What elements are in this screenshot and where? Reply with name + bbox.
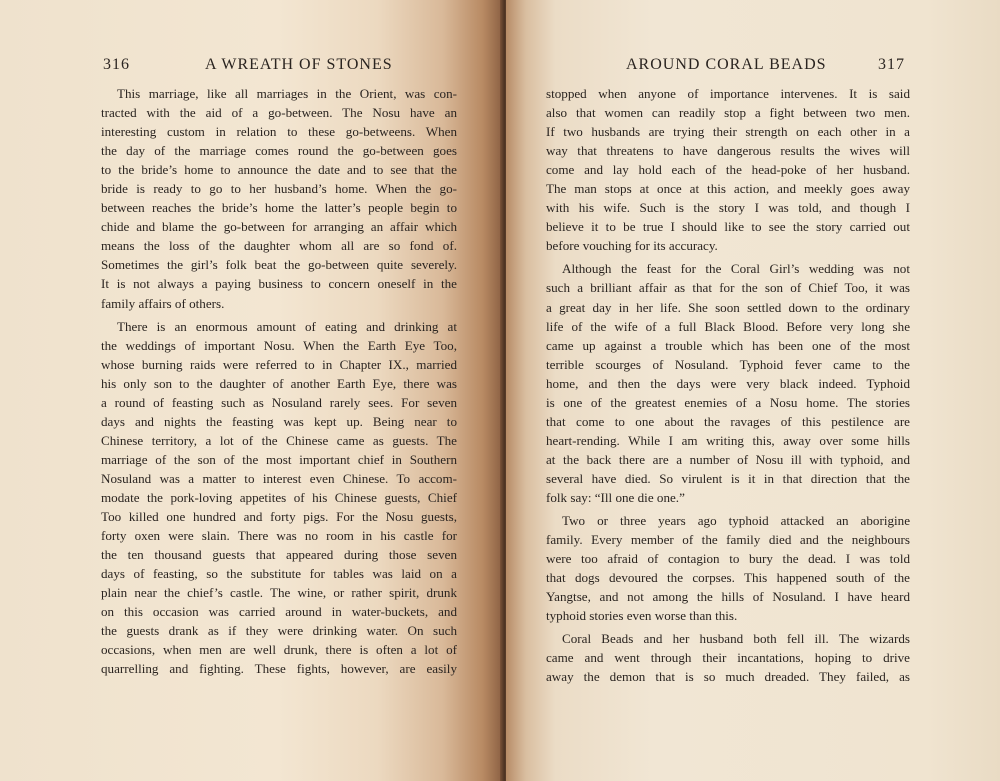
text-line: come and lay hold each of the head-poke of her husband. [546,162,910,178]
text-line: bride is ready to go to her husband’s home. When the go- [101,181,457,197]
text-line: Although the feast for the Coral Girl’s wedding was not [562,261,910,277]
text-line: at the back there are a number of Nosu ill with typhoid, and [546,451,910,467]
text-line: means the loss of the daughter whom all are so fond of. [101,238,457,254]
left-page-number: 316 [103,56,130,73]
text-line: to the bride’s home to announce the date and to see that the [101,162,457,178]
text-line: chide and blame the go-between for arranging an affair which [101,219,457,235]
text-line: the ten thousand guests that appeared during those seven [101,547,457,563]
right-page-number: 317 [878,56,905,73]
text-line: away the demon that is so much dreaded. They failed, as [546,669,910,685]
text-line: came up against a trouble which has been one of the most [546,337,910,353]
text-line: tracted with the aid of a go-between. The Nosu have an [101,105,457,121]
text-line: terrible scourges of Nosuland. Typhoid fever came to the [546,356,910,372]
text-line: typhoid stories even worse than this. [546,608,738,624]
text-line: days of feasting, so the substitute for tables was laid on a [101,566,457,582]
text-line: forty oxen were slain. There was no room in his castle for [101,528,457,544]
text-line: days and nights the feasting was kept up. Being near to [101,413,457,429]
text-line: interesting custom in relation to these go-betweens. When [101,124,457,140]
text-line: whose burning raids were referred to in Chapter IX., married [101,356,457,372]
text-line: The man stops at once at this action, and meekly goes away [546,181,910,197]
text-line: a round of feasting such as Nosuland rarely sees. For seven [101,394,457,410]
text-line: a great day in her life. She soon settled down to the ordinary [546,299,910,315]
text-line: Two or three years ago typhoid attacked an aborigine [562,513,910,529]
text-line: Chinese territory, a lot of the Chinese came as guests. The [101,432,457,448]
text-line: home, and then the days were very black indeed. Typhoid [546,375,910,391]
text-line: also that women can readily stop a fight between two men. [546,105,910,121]
text-line: were too afraid of contagion to bury the dead. I was told [546,551,910,567]
text-line: plain near the chief’s castle. The wine, or rather spirit, drunk [101,585,457,601]
text-line: modate the pork-loving appetites of his Chinese guests, Chief [101,489,457,505]
right-page-header [506,56,1000,78]
text-line: Too killed one hundred and forty pigs. For the Nosu guests, [101,509,457,525]
text-line: between reaches the bride’s home the latter’s people begin to [101,200,457,216]
right-running-title: AROUND CORAL BEADS [626,56,827,73]
text-line: This marriage, like all marriages in the Orient, was con- [117,86,457,101]
text-line: the guests drank as if they were drinking water. On such [101,623,457,639]
text-line: several have died. So virulent is it in that direction that the [546,470,910,486]
text-line: life of the wife of a full Black Blood. Before very long she [546,318,910,334]
text-line: family. Every member of the family died and the neighbours [546,532,910,548]
text-line: such a brilliant affair as that for the son of Chief Too, it was [546,280,910,296]
text-line: marriage of the son of the most important chief in Southern [101,451,457,467]
text-line: family affairs of others. [101,295,225,311]
text-line: the weddings of important Nosu. When the Earth Eye Too, [101,337,457,353]
text-line: that come to one about the ravages of this pestilence are [546,413,910,429]
text-line: is one of the greatest enemies of a Nosu home. The stories [546,394,910,410]
text-line: on this occasion was carried around in water-buckets, and [101,604,457,620]
text-line: before vouching for its accuracy. [546,238,718,254]
text-line: the day of the marriage comes round the go-between goes [101,143,457,159]
text-line: If two husbands are trying their strength on each other in a [546,124,910,140]
text-line: Nosuland was a matter to interest even Chinese. To accom- [101,470,457,486]
left-running-title: A WREATH OF STONES [205,56,393,73]
right-page [506,0,1000,781]
text-line: that dogs devoured the corpses. This happened south of the [546,570,910,586]
text-line: There is an enormous amount of eating and drinking at [117,318,457,334]
text-line: came and went through their incantations, hoping to drive [546,650,910,666]
text-line: with his wife. Such is the story I was told, and though I [546,200,910,216]
text-line: folk say: “Ill one die one.” [546,489,685,505]
text-line: It is not always a paying business to concern oneself in the [101,276,457,292]
text-line: Sometimes the girl’s folk beat the go-between quite severely. [101,257,457,273]
text-line: heart-rending. While I am writing this, away over some hills [546,432,910,448]
text-line: Yangtse, and not among the hills of Nosuland. I have heard [546,589,910,605]
left-page-header [0,56,503,78]
text-line: quarrelling and fighting. These fights, however, are easily [101,661,457,677]
text-line: believe it to be true I should like to see the story carried out [546,219,910,235]
text-line: his only son to the daughter of another Earth Eye, there was [101,375,457,391]
text-line: Coral Beads and her husband both fell ill. The wizards [562,631,910,647]
text-line: stopped when anyone of importance intervenes. It is said [546,86,910,101]
left-page-text [101,84,457,678]
right-page-text [546,84,910,686]
text-line: way that threatens to have dangerous results the wives will [546,143,910,159]
text-line: occasions, when men are well drunk, there is often a lot of [101,642,457,658]
